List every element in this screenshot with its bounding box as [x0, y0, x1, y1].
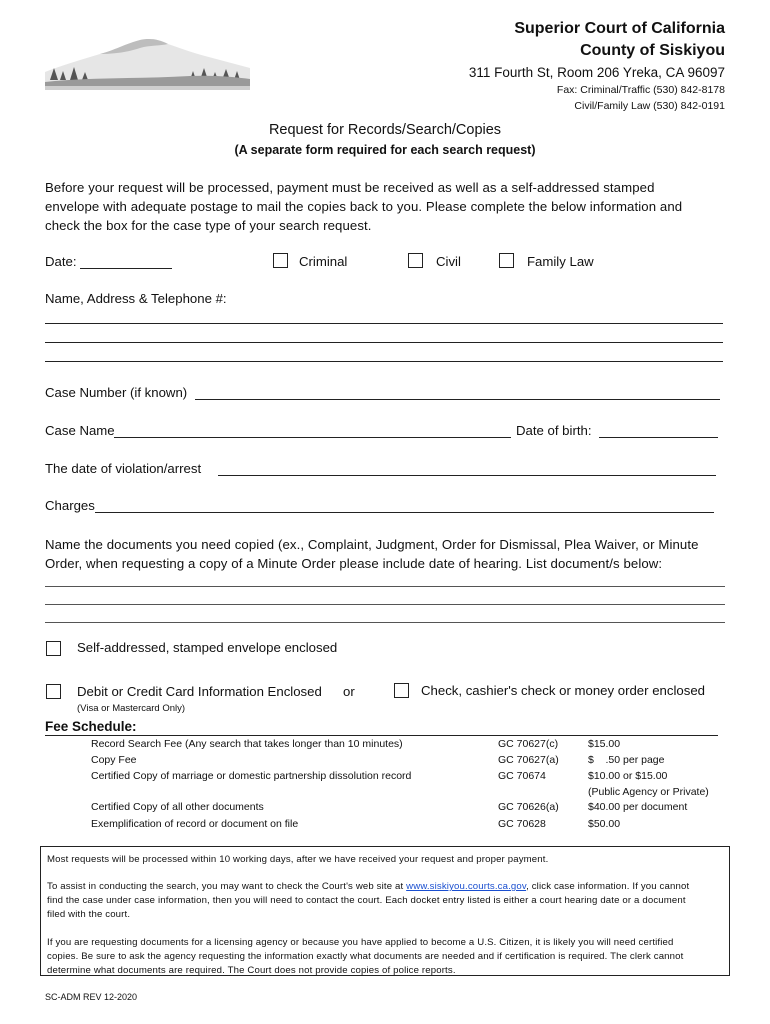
fee-desc: Exemplification of record or document on file	[91, 818, 299, 830]
case-name-label: Case Name	[45, 423, 115, 438]
fee-amount-note: (Public Agency or Private)	[588, 786, 709, 798]
envelope-checkbox[interactable]	[46, 641, 61, 656]
fee-code: GC 70627(c)	[498, 738, 559, 750]
fee-code: GC 70626(a)	[498, 801, 559, 813]
fee-schedule-rule	[45, 735, 718, 736]
fax-civil: Civil/Family Law (530) 842-0191	[574, 100, 725, 112]
check-label: Check, cashier's check or money order enclosed	[421, 683, 705, 698]
card-label: Debit or Credit Card Information Enclosed	[77, 684, 322, 699]
licensing-note-line: determine what documents are required. The Court does not provide copies of police reports.	[47, 965, 456, 976]
search-note	[47, 880, 725, 922]
search-note-suffix: , click case information. If you cannot	[526, 881, 690, 892]
documents-line: Order, when requesting a copy of a Minute Order please include date of hearing. List document/s below:	[45, 556, 663, 571]
name-address-line[interactable]	[45, 323, 723, 324]
notes-box	[40, 846, 730, 976]
fee-code: GC 70628	[498, 818, 546, 830]
search-note-line: find the case under case information, then you will need to contact the court. Each docket entry listed is either a court hearing date or a document	[47, 895, 686, 906]
search-note-line	[47, 880, 725, 894]
date-field[interactable]	[80, 268, 172, 269]
check-checkbox[interactable]	[394, 683, 409, 698]
county-name: County of Siskiyou	[580, 42, 725, 59]
charges-label: Charges	[45, 498, 95, 513]
fee-amount: $40.00 per document	[588, 801, 688, 813]
fee-amount: $ .50 per page	[588, 754, 665, 766]
fee-code: GC 70627(a)	[498, 754, 559, 766]
documents-line-field[interactable]	[45, 604, 725, 605]
violation-date-label: The date of violation/arrest	[45, 461, 202, 476]
processing-note: Most requests will be processed within 10 working days, after we have received your request and proper payment.	[47, 854, 549, 865]
name-address-label: Name, Address & Telephone #:	[45, 291, 227, 306]
form-subtitle: (A separate form required for each search request)	[234, 143, 536, 157]
or-text: or	[343, 684, 355, 699]
documents-line: Name the documents you need copied (ex., Complaint, Judgment, Order for Dismissal, Plea Waiver, or Minute	[45, 537, 699, 552]
intro-line: envelope with adequate postage to mail the copies back to you. Please complete the below information and	[45, 199, 683, 214]
case-number-field[interactable]	[195, 399, 720, 400]
form-id: SC-ADM REV 12-2020	[45, 992, 138, 1002]
charges-field[interactable]	[95, 512, 714, 513]
fax-criminal: Fax: Criminal/Traffic (530) 842-8178	[556, 84, 725, 96]
civil-checkbox[interactable]	[408, 253, 423, 268]
fee-amount: $10.00 or $15.00	[588, 770, 668, 782]
court-name: Superior Court of California	[514, 20, 725, 37]
court-address: 311 Fourth St, Room 206 Yreka, CA 96097	[468, 65, 725, 80]
fee-desc: Certified Copy of all other documents	[91, 801, 264, 813]
envelope-label: Self-addressed, stamped envelope enclosed	[77, 640, 338, 655]
family-law-label: Family Law	[527, 254, 594, 269]
intro-line: Before your request will be processed, payment must be received as well as a self-addressed stamped	[45, 180, 655, 195]
violation-date-field[interactable]	[218, 475, 716, 476]
criminal-checkbox[interactable]	[273, 253, 288, 268]
dob-label: Date of birth:	[516, 423, 592, 438]
fee-code: GC 70674	[498, 770, 546, 782]
name-address-line[interactable]	[45, 361, 723, 362]
family-law-checkbox[interactable]	[499, 253, 514, 268]
dob-field[interactable]	[599, 437, 718, 438]
card-checkbox[interactable]	[46, 684, 61, 699]
fee-desc: Record Search Fee (Any search that takes longer than 10 minutes)	[91, 738, 403, 750]
criminal-label: Criminal	[299, 254, 348, 269]
court-website-link[interactable]: www.siskiyou.courts.ca.gov	[406, 881, 527, 892]
form-title: Request for Records/Search/Copies	[268, 122, 502, 138]
fee-desc: Certified Copy of marriage or domestic partnership dissolution record	[91, 770, 412, 782]
licensing-note-line: copies. Be sure to ask the agency requesting the information exactly what documents are needed and if certification is required. The clerk cannot	[47, 951, 684, 962]
intro-text	[45, 178, 735, 235]
licensing-note-line: If you are requesting documents for a licensing agency or because you have applied to become a U.S. Citizen, it is likely you will need certified	[47, 937, 674, 948]
intro-line: check the box for the case type of your search request.	[45, 218, 372, 233]
documents-line-field[interactable]	[45, 586, 725, 587]
fee-desc: Copy Fee	[91, 754, 137, 766]
fee-amount: $15.00	[588, 738, 621, 750]
documents-instructions	[45, 535, 745, 573]
card-note: (Visa or Mastercard Only)	[77, 703, 186, 714]
search-note-line: filed with the court.	[47, 909, 131, 920]
date-label: Date:	[45, 254, 77, 269]
documents-line-field[interactable]	[45, 622, 725, 623]
search-note-prefix: To assist in conducting the search, you may want to check the Court's web site at	[47, 881, 407, 892]
name-address-line[interactable]	[45, 342, 723, 343]
fee-amount: $50.00	[588, 818, 621, 830]
case-number-label: Case Number (if known)	[45, 385, 188, 400]
case-name-field[interactable]	[114, 437, 511, 438]
licensing-note	[47, 936, 725, 978]
civil-label: Civil	[436, 254, 461, 269]
fee-schedule-heading: Fee Schedule:	[45, 719, 137, 734]
court-logo	[40, 30, 255, 100]
